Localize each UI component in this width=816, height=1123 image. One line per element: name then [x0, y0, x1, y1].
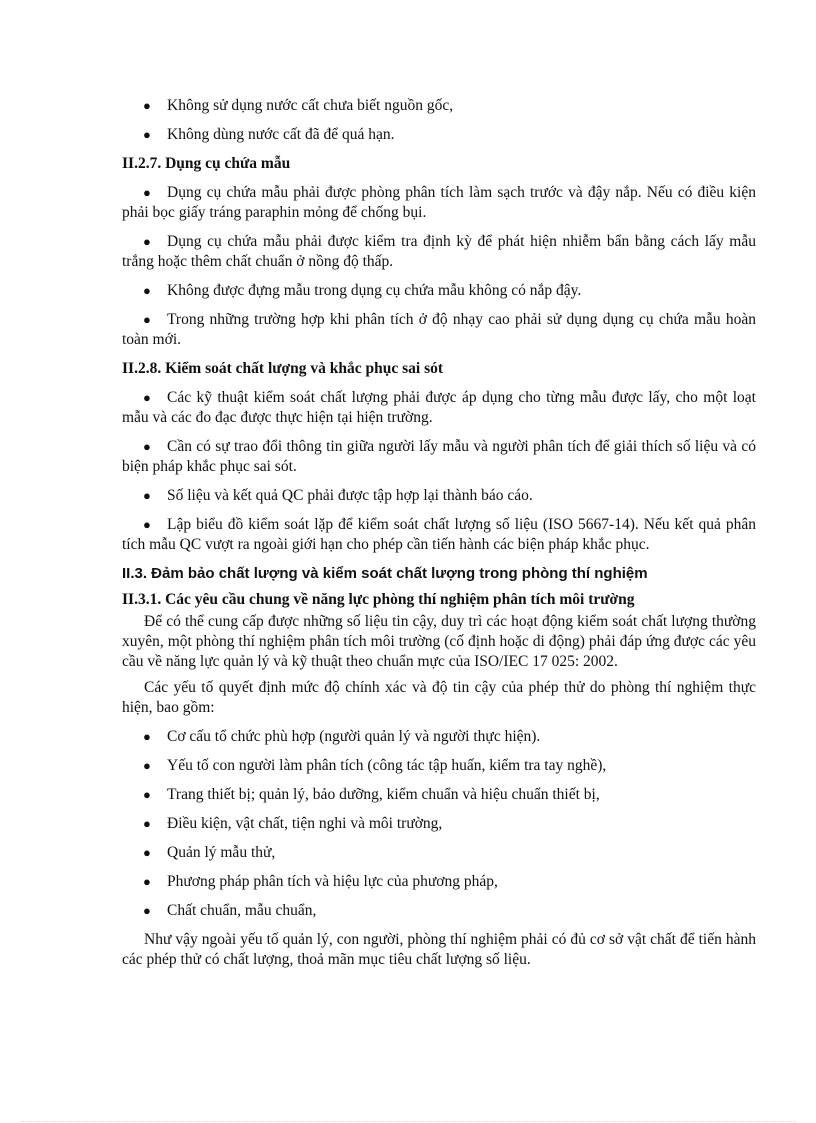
page-bottom-divider — [20, 1121, 796, 1122]
bullet-icon: ● — [143, 787, 151, 802]
bullet-icon: ● — [143, 517, 151, 532]
bullet-icon: ● — [143, 903, 151, 918]
bullet-icon: ● — [143, 874, 151, 889]
bullet-icon: ● — [143, 439, 151, 454]
section-heading-2-2-7: II.2.7. Dụng cụ chứa mẫu — [122, 155, 291, 172]
bullet-icon: ● — [143, 816, 151, 831]
paragraph: Các yếu tố quyết định mức độ chính xác và độ tin cậy của phép thử do phòng thí nghiệm thực hiện, bao gồm: — [122, 679, 756, 716]
bullet-icon: ● — [143, 845, 151, 860]
list-item: ● Điều kiện, vật chất, tiện nghi và môi trường, — [143, 815, 443, 832]
bullet-icon: ● — [143, 283, 151, 298]
paragraph: Như vậy ngoài yếu tố quản lý, con người, phòng thí nghiệm phải có đủ cơ sở vật chất để tiến hành các phép thử có chất lượng, thoả mãn mục tiêu chất lượng số liệu. — [122, 931, 756, 968]
paragraph: Để có thể cung cấp được những số liệu tin cậy, duy trì các hoạt động kiểm soát chất lượng thường xuyên, một phòng thí nghiệm phân tích môi trường (cố định hoặc di động) phải đáp ứng được các yêu cầu về năng lực quản lý và kỹ thuật theo chuẩn mực của ISO/IEC 17 025: 2002. — [122, 613, 756, 670]
list-item: ● Chất chuẩn, mẫu chuẩn, — [143, 902, 317, 919]
list-item: ● Cơ cấu tổ chức phù hợp (người quản lý và người thực hiện). — [143, 728, 541, 745]
section-heading-2-2-8: II.2.8. Kiểm soát chất lượng và khắc phục sai sót — [122, 360, 444, 377]
section-heading-2-3-1: II.3.1. Các yêu cầu chung về năng lực phòng thí nghiệm phân tích môi trường — [122, 591, 635, 608]
list-item: ● Dụng cụ chứa mẫu phải được kiểm tra định kỳ để phát hiện nhiễm bẩn bằng cách lấy mẫu trắng hoặc thêm chất chuẩn ở nồng độ thấp. — [122, 233, 756, 270]
list-item: ● Không dùng nước cất đã để quá hạn. — [143, 126, 395, 143]
list-item: ● Không sử dụng nước cất chưa biết nguồn gốc, — [143, 97, 454, 114]
list-item: ● Trong những trường hợp khi phân tích ở độ nhạy cao phải sử dụng dụng cụ chứa mẫu hoàn toàn mới. — [122, 311, 756, 348]
bullet-icon: ● — [143, 312, 151, 327]
document-page — [122, 96, 756, 976]
list-item: ● Lập biểu đồ kiểm soát lặp để kiểm soát chất lượng số liệu (ISO 5667-14). Nếu kết quả phân tích mẫu QC vượt ra ngoài giới hạn cho phép cần tiến hành các biện pháp khắc phục. — [122, 516, 756, 553]
bullet-icon: ● — [143, 758, 151, 773]
list-item: ● Các kỹ thuật kiểm soát chất lượng phải được áp dụng cho từng mẫu được lấy, cho một loạt mẫu và các đo đạc được thực hiện tại hiện trường. — [122, 389, 756, 426]
list-item: ● Trang thiết bị; quản lý, bảo dưỡng, kiểm chuẩn và hiệu chuẩn thiết bị, — [143, 786, 600, 803]
list-item: ● Dụng cụ chứa mẫu phải được phòng phân tích làm sạch trước và đậy nắp. Nếu có điều kiện phải bọc giấy tráng paraphin mỏng để chống bụi. — [122, 184, 756, 221]
list-item: ● Quản lý mẫu thử, — [143, 844, 276, 861]
bullet-icon: ● — [143, 390, 151, 405]
list-item: ● Cần có sự trao đổi thông tin giữa người lấy mẫu và người phân tích để giải thích số liệu và có biện pháp khắc phục sai sót. — [122, 438, 756, 475]
list-item: ● Không được đựng mẫu trong dụng cụ chứa mẫu không có nắp đậy. — [143, 282, 582, 299]
list-item: ● Phương pháp phân tích và hiệu lực của phương pháp, — [143, 873, 498, 890]
bullet-icon: ● — [143, 488, 151, 503]
list-item: ● Số liệu và kết quả QC phải được tập hợp lại thành báo cáo. — [143, 487, 533, 504]
section-heading-2-3: II.3. Đảm bảo chất lượng và kiểm soát chất lượng trong phòng thí nghiệm — [122, 565, 648, 582]
list-item: ● Yếu tố con người làm phân tích (công tác tập huấn, kiểm tra tay nghề), — [143, 757, 607, 774]
bullet-icon: ● — [143, 127, 151, 142]
bullet-icon: ● — [143, 729, 151, 744]
bullet-icon: ● — [143, 185, 151, 200]
bullet-icon: ● — [143, 98, 151, 113]
bullet-icon: ● — [143, 234, 151, 249]
